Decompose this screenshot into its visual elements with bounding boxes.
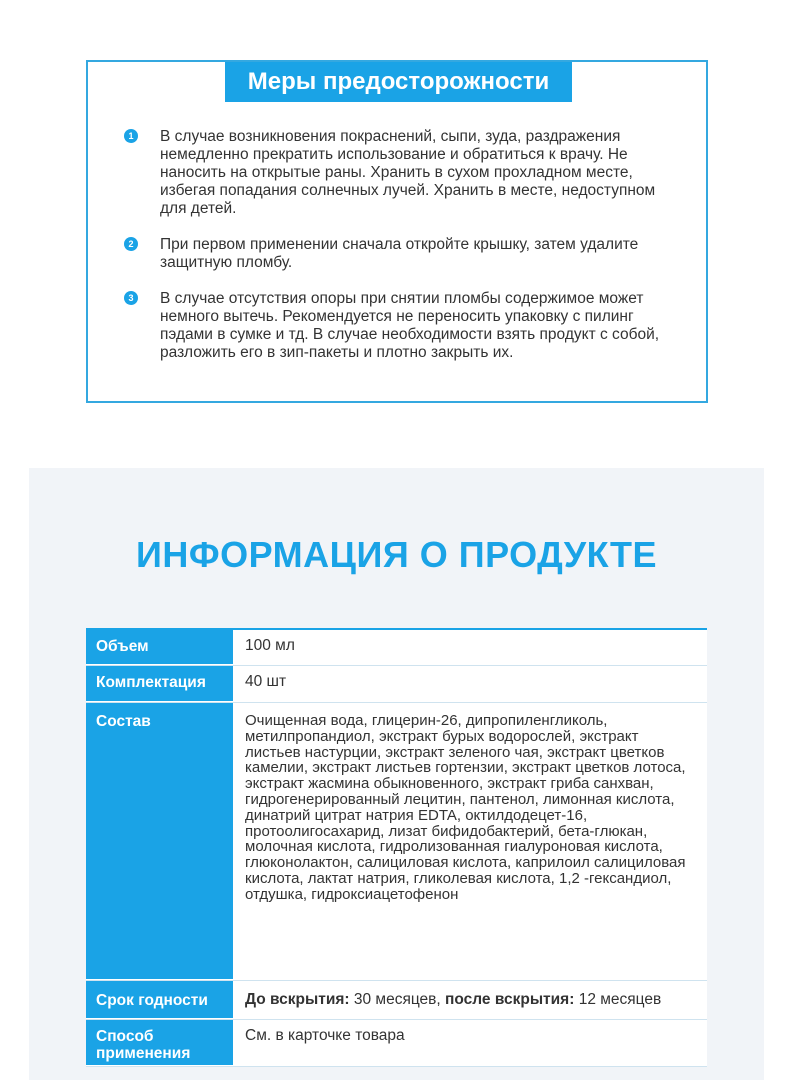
row-value: 100 мл <box>245 637 295 654</box>
product-info-table <box>86 628 707 1067</box>
row-label: Комплектация <box>86 666 233 702</box>
precautions-box <box>86 60 708 403</box>
precaution-text: В случае отсутствия опоры при снятии пломбы содержимое может немного вытечь. Рекомендуется не переносить упаковку с пилинг пэдами в сумке и тд. В случае необходимости взять продукт с собой, разложить его в зип-пакеты и плотно закрыть их. <box>160 290 660 361</box>
row-value: Очищенная вода, глицерин-26, дипропиленгликоль, метилпропандиол, экстракт бурых водорослей, экстракт листьев настурции, экстракт зеленого чая, экстракт цветков камелии, экстракт листьев гортензии, экстракт цветков лотоса, экстракт жасмина обыкновенного, экстракт гриба санхван, гидрогенерированный лецитин, пантенол, лимонная кислота, динатрий цитрат натрия EDTA, октилдодецет-16, протоолигосахарид, лизат бифидобактерий, бета-глюкан, молочная кислота, гидролизованная гиалуроновая кислота, глюконолактон, салициловая кислота, каприлоил салициловая кислота, лактат натрия, гликолевая кислота, 1,2 -гександиол, отдушка, гидроксиацетофенон <box>245 712 686 903</box>
product-info-title: ИНФОРМАЦИЯ О ПРОДУКТЕ <box>136 534 657 575</box>
before-opening-value: 30 месяцев, <box>349 991 446 1008</box>
precaution-text: В случае возникновения покраснений, сыпи, зуда, раздражения немедленно прекратить использование и обратиться к врачу. Не наносить на открытые раны. Хранить в сухом прохладном месте, избегая попадания солнечных лучей. Хранить в месте, недоступном для детей. <box>160 128 656 217</box>
table-row-volume <box>86 630 707 666</box>
row-value: 40 шт <box>245 673 287 690</box>
number-badge-icon: 2 <box>124 237 138 251</box>
row-label: Срок годности <box>86 981 233 1019</box>
row-label: Объем <box>86 630 233 665</box>
row-label: Состав <box>86 703 233 980</box>
number-badge-icon: 3 <box>124 291 138 305</box>
after-opening-value: 12 месяцев <box>574 991 662 1008</box>
product-info-section <box>29 468 764 1080</box>
precaution-item <box>124 128 684 218</box>
precaution-item <box>124 236 684 272</box>
precautions-title: Меры предосторожности <box>225 62 572 102</box>
row-value <box>233 981 707 1019</box>
before-opening-label: До вскрытия: <box>245 991 350 1008</box>
number-badge-icon: 1 <box>124 129 138 143</box>
after-opening-label: после вскрытия: <box>445 991 575 1008</box>
table-row-usage <box>86 1020 707 1067</box>
table-row-ingredients <box>86 703 707 981</box>
table-row-quantity <box>86 666 707 703</box>
table-row-shelf-life <box>86 981 707 1020</box>
precaution-item <box>124 290 684 362</box>
row-value: См. в карточке товара <box>245 1027 405 1044</box>
precaution-text: При первом применении сначала откройте крышку, затем удалите защитную пломбу. <box>160 236 639 271</box>
precautions-list <box>124 128 684 362</box>
row-label: Способ применения <box>86 1020 233 1066</box>
